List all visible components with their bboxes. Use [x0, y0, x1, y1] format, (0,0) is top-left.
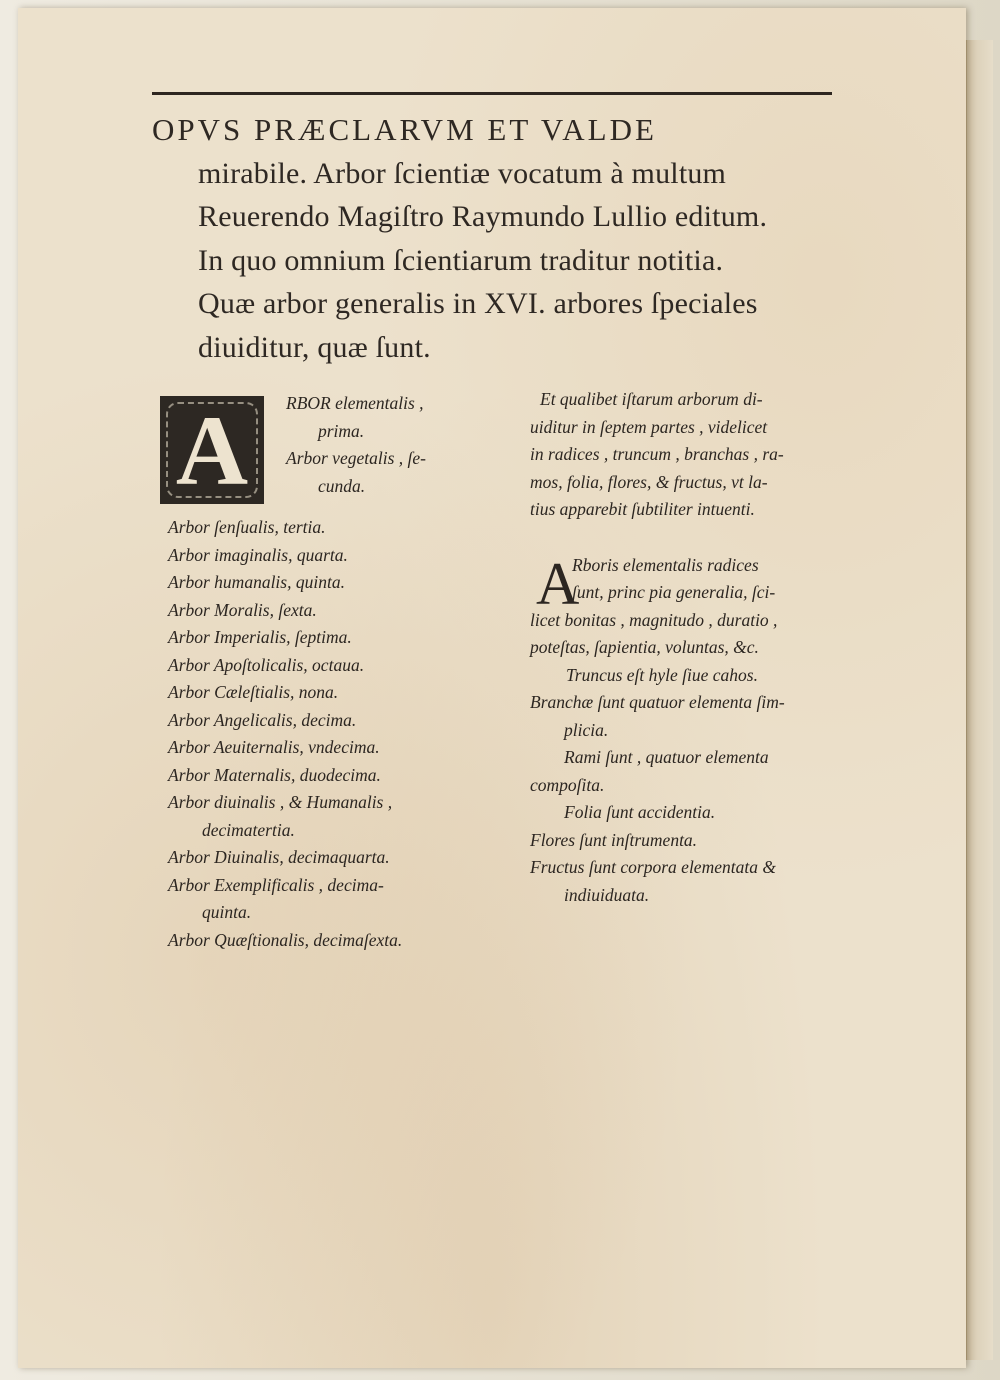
list-item: Arbor Imperialis, ſeptima. [168, 627, 352, 647]
text-line: Branchæ ſunt quatuor elementa ſim- [530, 692, 785, 712]
title-line: Reuerendo Magiſtro Raymundo Lullio editum. [198, 200, 768, 233]
text-line: ſunt, princ pia generalia, ſci- [572, 582, 776, 602]
text-line: Truncus eſt hyle ſiue cahos. [566, 664, 758, 685]
text-line: Folia ſunt accidentia. [564, 802, 716, 822]
list-item: prima. [318, 420, 365, 441]
tree-list-column [168, 390, 508, 954]
roots-section [530, 552, 880, 910]
list-item: Arbor Aeuiternalis, vndecima. [168, 737, 380, 757]
facing-page-edge [966, 40, 993, 1360]
title-line: OPVS PRÆCLARVM ET VALDE [152, 112, 657, 147]
text-line: in radices , truncum , branchas , ra- [530, 444, 784, 464]
title-line: In quo omnium ſcientiarum traditur notitia. [198, 243, 724, 277]
list-item: Arbor Exemplificalis , decima- [168, 874, 384, 895]
ornamental-initial [160, 396, 264, 504]
text-line: Fructus ſunt corpora elementata & [530, 857, 776, 877]
list-item: Arbor Diuinalis, decimaquarta. [168, 847, 390, 867]
page-title [152, 108, 862, 369]
dropcap-block [168, 390, 508, 514]
list-item: quinta. [202, 902, 252, 922]
dropcap-text [286, 390, 516, 500]
text-line: Rami ſunt , quatuor elementa [564, 747, 769, 767]
text-line: compoſita. [530, 774, 605, 795]
list-item: Arbor Maternalis, duodecima. [168, 764, 381, 785]
initial-letter: A [175, 396, 249, 504]
list-item: Arbor Quæſtionalis, decimaſexta. [168, 929, 403, 950]
header-rule [152, 92, 832, 95]
title-line: Quæ arbor generalis in XVI. arbores ſpeciales [198, 287, 758, 320]
title-line: diuiditur, quæ ſunt. [198, 330, 431, 364]
text-line: plicia. [564, 719, 609, 740]
text-line: Et qualibet iſtarum arborum di- [540, 389, 763, 409]
list-item: Arbor vegetalis , ſe- [286, 448, 426, 468]
title-line: mirabile. Arbor ſcientiæ vocatum à multum [198, 156, 727, 190]
list-item: Arbor Cæleſtialis, nona. [168, 682, 339, 702]
text-line: tius apparebit ſubtiliter intuenti. [530, 499, 755, 519]
text-line: Rboris elementalis radices [572, 554, 759, 575]
description-column [530, 386, 880, 909]
list-item: Arbor Apoſtolicalis, octaua. [168, 654, 365, 675]
text-line: indiuiduata. [564, 884, 650, 905]
intro-paragraph [530, 386, 880, 524]
list-item: Arbor ſenſualis, tertia. [168, 517, 326, 537]
list-item: Arbor Angelicalis, decima. [168, 709, 357, 730]
text-line: Flores ſunt inſtrumenta. [530, 829, 698, 850]
text-line: licet bonitas , magnitudo , duratio , [530, 609, 778, 630]
list-item: decimatertia. [202, 819, 295, 840]
text-line: uiditur in ſeptem partes , videlicet [530, 416, 768, 437]
text-line: poteſtas, ſapientia, voluntas, &c. [530, 637, 759, 657]
ornament-border [166, 402, 258, 498]
list-item: cunda. [318, 475, 366, 496]
list-item: Arbor diuinalis , & Humanalis , [168, 792, 393, 812]
section-initial: A [536, 550, 580, 617]
list-item: Arbor humanalis, quinta. [168, 572, 345, 592]
list-item: Arbor Moralis, ſexta. [168, 599, 317, 620]
text-line: mos, folia, flores, & fructus, vt la- [530, 471, 768, 492]
list-item: Arbor imaginalis, quarta. [168, 544, 348, 565]
list-item: RBOR elementalis , [286, 393, 424, 413]
